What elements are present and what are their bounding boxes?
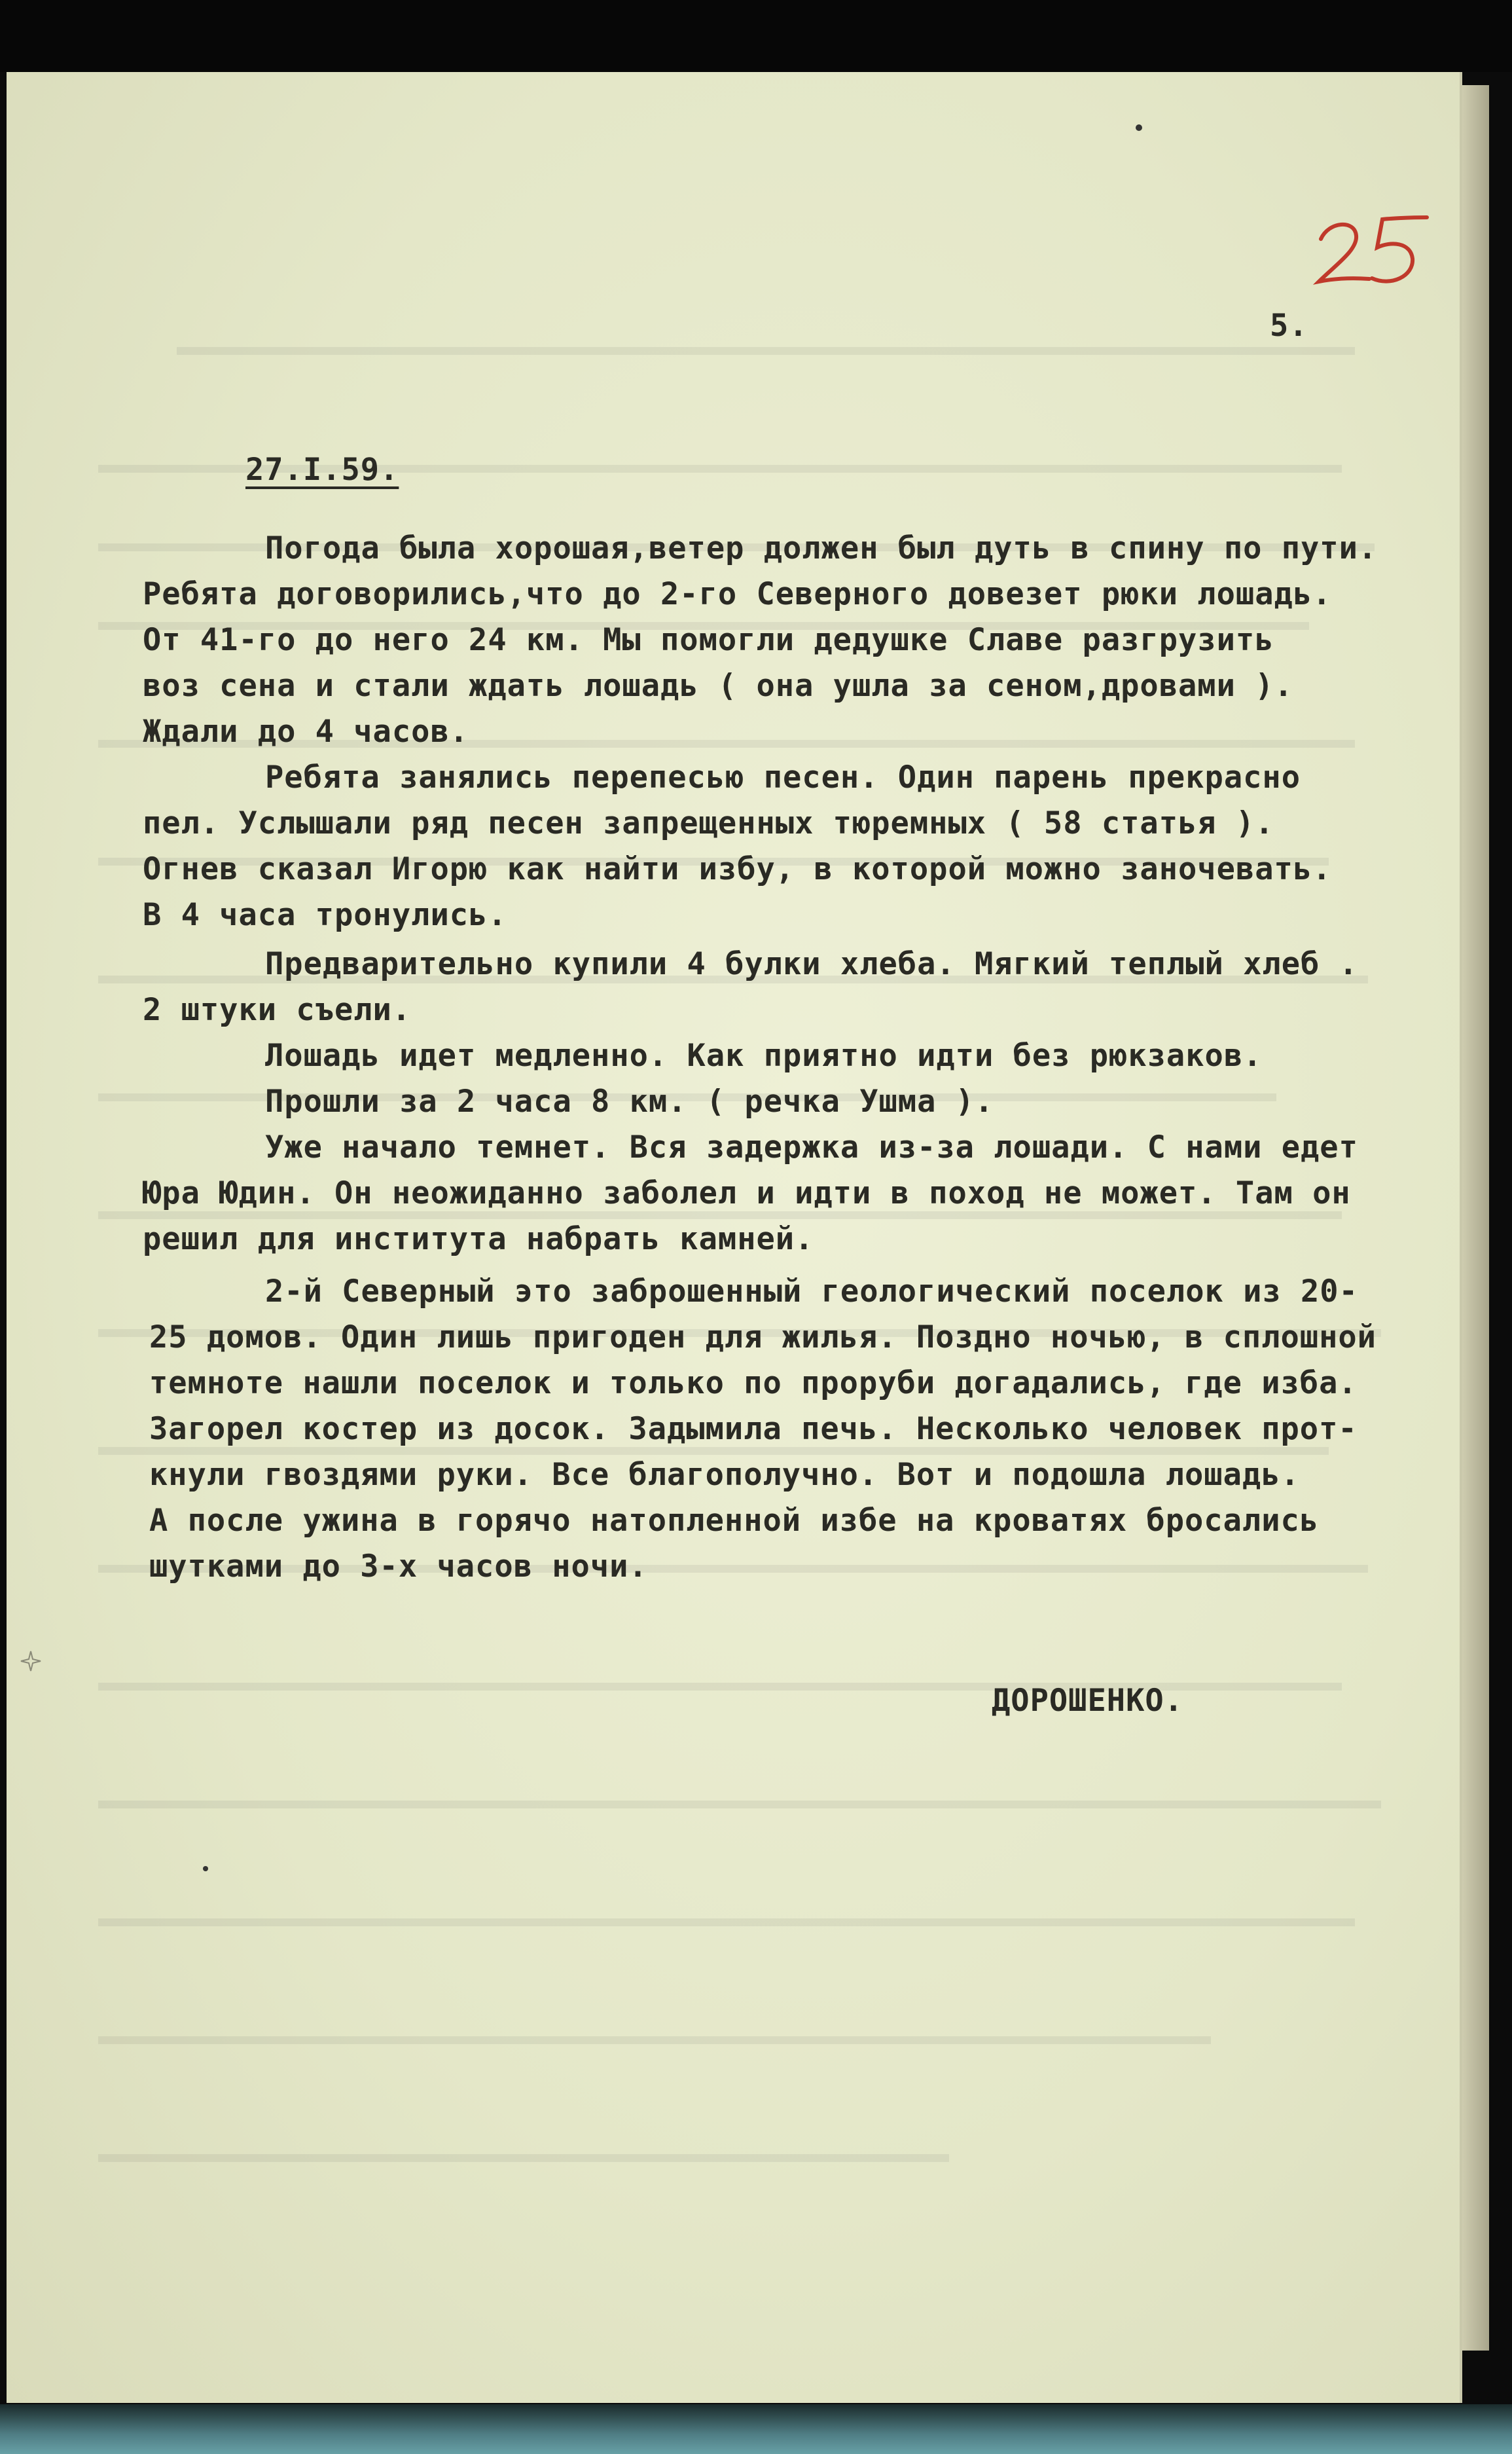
body-line: кнули гвоздями руки. Все благополучно. Вот и подошла лошадь.	[149, 1457, 1300, 1493]
body-line: 25 домов. Один лишь пригоден для жилья. Поздно ночью, в сплошной	[149, 1319, 1377, 1355]
author-signature: ДОРОШЕНКО.	[992, 1683, 1183, 1719]
body-line: От 41-го до него 24 км. Мы помогли дедушке Славе разгрузить	[143, 622, 1274, 658]
binding-hole-mark	[20, 1650, 42, 1672]
body-line: А после ужина в горячо натопленной избе на кроватях бросались	[149, 1503, 1320, 1539]
body-line: воз сена и стали ждать лошадь ( она ушла за сеном,дровами ).	[143, 668, 1293, 704]
body-line: шутками до 3-х часов ночи.	[149, 1548, 648, 1584]
body-line: Ребята договорились,что до 2-го Северного довезет рюки лошадь.	[143, 576, 1332, 612]
document-page	[7, 72, 1460, 2403]
body-line: Ребята занялись перепесью песен. Один парень прекрасно	[265, 760, 1301, 796]
typed-page-number: 5.	[1270, 308, 1308, 344]
ink-speck	[1136, 124, 1142, 131]
body-line: 2-й Северный это заброшенный геологический поселок из 20-	[265, 1273, 1358, 1309]
entry-date: 27.I.59.	[245, 452, 399, 488]
body-line: Лошадь идет медленно. Как приятно идти без рюкзаков.	[265, 1038, 1263, 1074]
body-line: В 4 часа тронулись.	[143, 897, 507, 933]
body-line: Юра Юдин. Он неожиданно заболел и идти в поход не может. Там он	[143, 1175, 1351, 1211]
body-line: Огнев сказал Игорю как найти избу, в которой можно заночевать.	[143, 851, 1332, 887]
body-line: Прошли за 2 часа 8 км. ( речка Ушма ).	[265, 1084, 994, 1120]
body-line: темноте нашли поселок и только по проруби догадались, где изба.	[149, 1365, 1358, 1401]
scan-top-border	[0, 0, 1512, 72]
body-line: Погода была хорошая,ветер должен был дуть в спину по пути.	[265, 530, 1378, 566]
body-line: Уже начало темнет. Вся задержка из-за лошади. С нами едет	[265, 1129, 1358, 1165]
body-line: пел. Услышали ряд песен запрещенных тюремных ( 58 статья ).	[143, 805, 1274, 841]
body-line: 2 штуки съели.	[143, 992, 412, 1028]
body-line: Загорел костер из досок. Задымила печь. Несколько человек прот-	[149, 1411, 1358, 1447]
handwritten-page-number	[1309, 210, 1433, 295]
body-line: Предварительно купили 4 булки хлеба. Мягкий теплый хлеб .	[265, 946, 1358, 982]
body-line: решил для института набрать камней.	[143, 1221, 814, 1257]
ink-speck	[203, 1866, 208, 1871]
scan-bottom-border	[0, 2404, 1512, 2454]
body-line: Ждали до 4 часов.	[143, 714, 469, 750]
